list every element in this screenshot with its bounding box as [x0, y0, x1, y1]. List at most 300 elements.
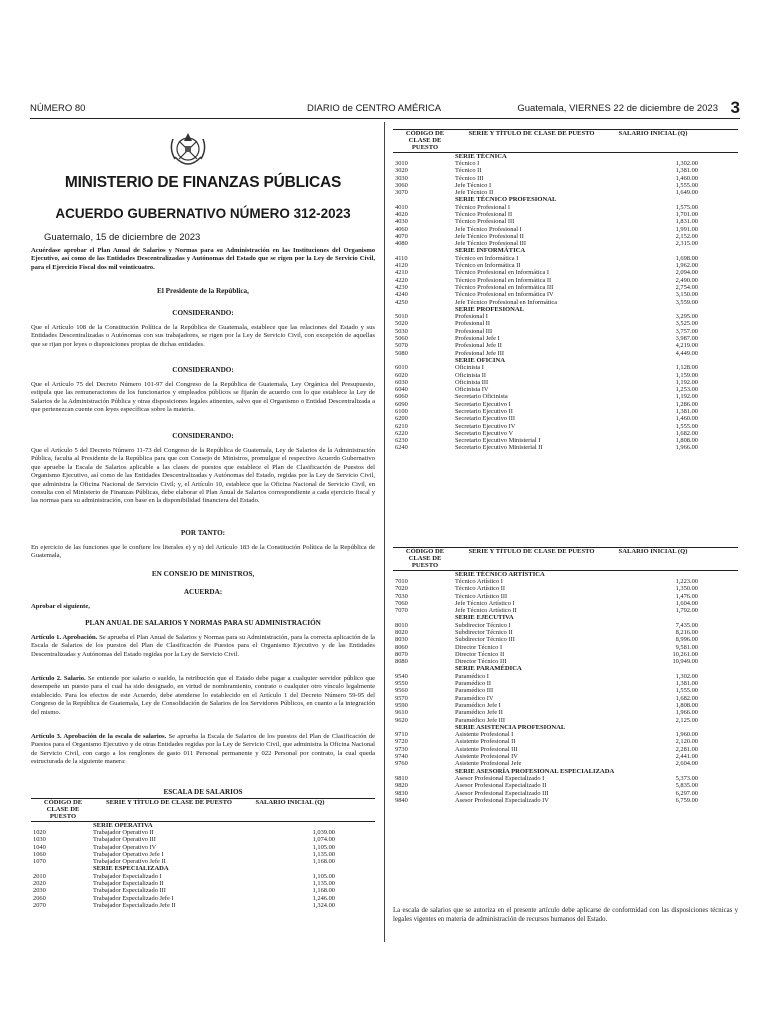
- cell-salary: 7,435.00: [675, 621, 698, 629]
- table-row: [393, 430, 738, 437]
- cell-code: 6090: [395, 400, 408, 408]
- salary-table-left-wrap: [31, 798, 375, 909]
- cell-code: 5010: [395, 313, 408, 321]
- cell-code: 4070: [395, 232, 408, 240]
- cell-salary: 3,525.00: [675, 320, 698, 328]
- series-heading-spacer: [393, 247, 455, 254]
- article-1-text: Se aprueba el Plan Anual de Salarios y Normas para su Administración, para la correcta aplicación de la Escala de Salarios de los puestos del Plan de Clasificación de Puestos para el Organismo Ejecutivo y de las Entidades Descentralizadas y Autónomas del Estado regidas por la Ley de Servicio Civil.: [31, 634, 375, 658]
- table-row: [393, 386, 738, 393]
- cell-code: 9590: [395, 701, 408, 709]
- column-header-code: CÓDIGO DE CLASE DE PUESTO: [43, 799, 83, 821]
- issue-number: NÚMERO 80: [30, 103, 86, 114]
- cell-code: 2010: [33, 872, 46, 880]
- cell-code: 5020: [395, 320, 408, 328]
- cell-salary: 1,682.00: [675, 694, 698, 702]
- series-heading-spacer: [393, 614, 455, 621]
- cell-salary: 2,094.00: [675, 269, 698, 277]
- por-tanto-heading: POR TANTO:: [180, 529, 226, 537]
- table-row: [393, 277, 738, 284]
- cell-salary: 1,253.00: [675, 386, 698, 394]
- summary-paragraph: Acuérdase aprobar el Plan Anual de Salarios y Normas para su Administración en las Instituciones del Organismo Ejecutivo, así como de las Entidades Descentralizadas y Autónomas del Estado que se rigen por la Ley de Servicio Civil, para el Ejercicio Fiscal dos mil veinticuatro.: [31, 247, 375, 271]
- table-row: [393, 233, 738, 240]
- article-2: [31, 675, 375, 717]
- table-header-row: [393, 548, 738, 571]
- table-row: [393, 320, 738, 327]
- cell-title: Secretario Ejecutivo Ministerial II: [455, 444, 543, 452]
- cell-salary: 1,192.00: [675, 378, 698, 386]
- table-row: [31, 873, 375, 880]
- table-row: [393, 797, 738, 804]
- cell-salary: 2,281.00: [675, 745, 698, 753]
- table-row: [393, 342, 738, 349]
- cell-code: 2070: [33, 901, 46, 909]
- cell-title: Trabajador Especializado Jefe II: [93, 901, 176, 909]
- coat-of-arms-icon: [167, 127, 209, 171]
- cell-title: Secretario Ejecutivo Ministerial I: [455, 437, 541, 445]
- series-heading: SERIE TÉCNICO PROFESIONAL: [455, 196, 557, 204]
- cell-code: 4250: [395, 298, 408, 306]
- cell-title: Trabajador Especializado Jefe I: [93, 894, 174, 902]
- cell-salary: 1,192.00: [675, 393, 698, 401]
- cell-title: Jefe Técnico Artístico II: [455, 607, 517, 615]
- table-row: [393, 636, 738, 643]
- cell-title: Paramédico III: [455, 687, 494, 695]
- table-row: [393, 753, 738, 760]
- cell-title: Técnico en Informática II: [455, 262, 521, 270]
- table-row: [393, 738, 738, 745]
- cell-code: 8060: [395, 643, 408, 651]
- cell-salary: 1,476.00: [675, 592, 698, 600]
- cell-code: 4110: [395, 254, 408, 262]
- table-row: [393, 578, 738, 585]
- cell-title: Técnico Profesional III: [455, 218, 515, 226]
- cell-title: Secretario Ejecutivo V: [455, 429, 514, 437]
- footer-note: La escala de salarios que se autoriza en el presente artículo debe aplicarse de conformidad con las disposiciones técnicas y legales vigentes en materia de administración de recursos humanos del Estado.: [393, 907, 738, 923]
- series-heading-spacer: [393, 357, 455, 364]
- cell-salary: 5,373.00: [675, 774, 698, 782]
- table-row: [393, 607, 738, 614]
- cell-code: 8030: [395, 636, 408, 644]
- cell-title: Jefe Técnico Artístico I: [455, 599, 515, 607]
- column-header-title: SERIE Y TÍTULO DE CLASE DE PUESTO: [468, 548, 595, 555]
- cell-code: 4220: [395, 276, 408, 284]
- table-row: [393, 408, 738, 415]
- cell-code: 9840: [395, 796, 408, 804]
- considerando-paragraph-2: Que el Artículo 75 del Decreto Número 101-97 del Congreso de la República de Guatemala, Ley Orgánica del Presupuesto, estipula que las remuneraciones de los funcionarios y empleados públicos se fijarán de acuerdo con lo que establece la Ley de Salarios de la Administración Pública y otras disposiciones legales atinentes, salvo que el Organismo o Entidad Descentralizada a que pertenezcan cuente con leyes específicas sobre la materia.: [31, 381, 375, 414]
- cell-salary: 1,831.00: [675, 218, 698, 226]
- acuerda-line: ACUERDA:: [183, 588, 223, 596]
- cell-code: 8020: [395, 628, 408, 636]
- cell-salary: 1,286.00: [675, 400, 698, 408]
- cell-code: 9550: [395, 680, 408, 688]
- cell-salary: 1,808.00: [675, 437, 698, 445]
- cell-salary: 1,223.00: [675, 577, 698, 585]
- cell-code: 8070: [395, 650, 408, 658]
- cell-title: Secretario Oficinista: [455, 393, 508, 401]
- table-row: [393, 673, 738, 680]
- cell-salary: 2,120.00: [675, 738, 698, 746]
- table-row: [393, 593, 738, 600]
- series-heading: SERIE ASISTENCIA PROFESIONAL: [455, 723, 566, 731]
- table-row: [393, 226, 738, 233]
- cell-salary: 1,350.00: [675, 585, 698, 593]
- cell-salary: 1,460.00: [675, 174, 698, 182]
- series-heading-row: [393, 614, 738, 621]
- table-row: [393, 644, 738, 651]
- cell-title: Oficinista I: [455, 364, 484, 372]
- series-heading-row: [393, 247, 738, 254]
- cell-salary: 4,449.00: [675, 349, 698, 357]
- cell-code: 2020: [33, 879, 46, 887]
- cell-salary: 1,168.00: [312, 858, 335, 866]
- table-row: [31, 836, 375, 843]
- salary-table-left: [31, 798, 375, 909]
- cell-title: Profesional Jefe II: [455, 342, 502, 350]
- cell-title: Oficinista II: [455, 371, 487, 379]
- cell-title: Técnico Artístico III: [455, 592, 508, 600]
- cell-salary: 10,949.00: [672, 658, 698, 666]
- cell-code: 7030: [395, 592, 408, 600]
- series-heading-row: [393, 724, 738, 731]
- table-row: [393, 709, 738, 716]
- cell-code: 6030: [395, 378, 408, 386]
- cell-code: 9720: [395, 738, 408, 746]
- cell-code: 3020: [395, 167, 408, 175]
- table-row: [393, 731, 738, 738]
- cell-code: 5030: [395, 327, 408, 335]
- table-row: [393, 444, 738, 451]
- cell-salary: 1,792.00: [675, 607, 698, 615]
- cell-title: Técnico Artístico I: [455, 577, 503, 585]
- cell-title: Paramédico II: [455, 680, 492, 688]
- cell-title: Profesional Jefe I: [455, 335, 500, 343]
- cell-salary: 1,135.00: [312, 850, 335, 858]
- cell-salary: 1,575.00: [675, 203, 698, 211]
- cell-title: Técnico Profesional en Informática I: [455, 269, 550, 277]
- cell-salary: 1,808.00: [675, 701, 698, 709]
- cell-salary: 6,759.00: [675, 796, 698, 804]
- cell-code: 7070: [395, 607, 408, 615]
- table-row: [31, 844, 375, 851]
- cell-salary: 2,754.00: [675, 283, 698, 291]
- newspaper-header: [30, 98, 740, 117]
- cell-salary: 1,555.00: [675, 687, 698, 695]
- cell-salary: 1,105.00: [312, 843, 335, 851]
- table-row: [393, 687, 738, 694]
- series-heading-spacer: [393, 306, 455, 313]
- cell-title: Oficinista IV: [455, 386, 489, 394]
- ministry-title: MINISTERIO DE FINANZAS PÚBLICAS: [64, 174, 342, 191]
- cell-title: Jefe Técnico Profesional II: [455, 232, 524, 240]
- series-heading: SERIE OPERATIVA: [93, 821, 153, 829]
- cell-code: 2060: [33, 894, 46, 902]
- table-row: [393, 622, 738, 629]
- table-row: [393, 629, 738, 636]
- cell-title: Jefe Técnico Profesional III: [455, 240, 527, 248]
- table-row: [393, 423, 738, 430]
- table-row: [393, 658, 738, 665]
- table-row: [393, 379, 738, 386]
- table-row: [31, 858, 375, 865]
- cell-salary: 1,381.00: [675, 408, 698, 415]
- cell-title: Profesional Jefe III: [455, 349, 504, 357]
- cell-title: Paramédico Jefe III: [455, 716, 506, 724]
- table-row: [393, 372, 738, 379]
- cell-code: 4080: [395, 240, 408, 248]
- table-row: [393, 160, 738, 167]
- consejo-line: EN CONSEJO DE MINISTROS,: [151, 570, 255, 578]
- page-number: 3: [730, 98, 740, 117]
- header-rule: [30, 118, 740, 119]
- cell-salary: 1,135.00: [312, 879, 335, 887]
- cell-code: 4230: [395, 283, 408, 291]
- cell-code: 3010: [395, 159, 408, 167]
- table-row: [393, 695, 738, 702]
- cell-code: 1030: [33, 836, 46, 844]
- article-3-label: Artículo 3. Aprobación de la escala de salarios.: [31, 733, 167, 740]
- issue-date: Guatemala, VIERNES 22 de diciembre de 2023: [517, 103, 718, 114]
- series-heading-row: [393, 152, 738, 160]
- table-row: [31, 829, 375, 836]
- table-row: [393, 350, 738, 357]
- cell-code: 9540: [395, 672, 408, 680]
- table-row: [31, 902, 375, 909]
- series-heading: SERIE PROFESIONAL: [455, 305, 525, 313]
- cell-title: Profesional III: [455, 327, 493, 335]
- cell-salary: 2,441.00: [675, 753, 698, 761]
- cell-title: Técnico Profesional I: [455, 203, 511, 211]
- series-heading-spacer: [393, 570, 455, 578]
- table-row: [393, 782, 738, 789]
- cell-title: Asesor Profesional Especializado I: [455, 774, 545, 782]
- cell-code: 7010: [395, 577, 408, 585]
- cell-title: Trabajador Operativo III: [93, 836, 156, 844]
- cell-code: 8080: [395, 658, 408, 666]
- cell-salary: 1,966.00: [675, 444, 698, 452]
- considerando-heading-3: CONSIDERANDO:: [172, 432, 234, 440]
- series-heading-row: [31, 865, 375, 872]
- cell-title: Jefe Técnico Profesional en Informática: [455, 298, 558, 306]
- cell-salary: 3,559.00: [675, 298, 698, 306]
- cell-salary: 10,261.00: [672, 650, 698, 658]
- series-heading: SERIE ASESORÍA PROFESIONAL ESPECIALIZADA: [455, 767, 615, 775]
- series-heading: SERIE PARAMÉDICA: [455, 665, 522, 673]
- cell-title: Paramédico Jefe II: [455, 709, 503, 717]
- cell-title: Asesor Profesional Especializado IV: [455, 796, 549, 804]
- table-row: [393, 262, 738, 269]
- cell-title: Subdirector Técnico I: [455, 621, 511, 629]
- table-row: [393, 651, 738, 658]
- table-row: [393, 746, 738, 753]
- cell-code: 6240: [395, 444, 408, 452]
- table-row: [393, 204, 738, 211]
- cell-code: 6040: [395, 386, 408, 394]
- cell-title: Asesor Profesional Especializado III: [455, 789, 549, 797]
- cell-salary: 1,649.00: [675, 189, 698, 197]
- table-row: [393, 189, 738, 196]
- cell-title: Técnico III: [455, 174, 484, 182]
- series-heading-row: [393, 357, 738, 364]
- article-2-label: Artículo 2. Salario.: [31, 675, 86, 682]
- table-row: [393, 240, 738, 247]
- series-heading-row: [393, 665, 738, 672]
- acuerdo-date: Guatemalo, 15 de diciembre de 2023: [44, 232, 201, 243]
- cell-title: Director Técnico I: [455, 643, 503, 651]
- cell-title: Profesional I: [455, 313, 488, 321]
- cell-title: Jefe Técnico II: [455, 189, 494, 197]
- table-row: [393, 760, 738, 767]
- series-heading: SERIE INFORMÁTICA: [455, 247, 526, 255]
- cell-salary: 3,987.00: [675, 335, 698, 343]
- column-divider: [384, 122, 385, 942]
- series-heading: SERIE TÉCNICA: [455, 152, 507, 160]
- series-heading: SERIE OFICINA: [455, 356, 506, 364]
- cell-code: 9810: [395, 774, 408, 782]
- series-heading: SERIE TÉCNICO ARTÍSTICA: [455, 570, 545, 578]
- table-row: [393, 211, 738, 218]
- cell-title: Trabajador Especializado I: [93, 872, 162, 880]
- series-heading-row: [393, 768, 738, 775]
- cell-title: Asesor Profesional Especializado II: [455, 782, 547, 790]
- cell-title: Asistente Profesional IV: [455, 753, 518, 761]
- column-header-title: SERIE Y TÍTULO DE CLASE DE PUESTO: [468, 130, 595, 137]
- cell-code: 1020: [33, 828, 46, 836]
- cell-salary: 1,246.00: [312, 894, 335, 902]
- cell-title: Técnico Profesional en Informática II: [455, 276, 552, 284]
- table-row: [393, 167, 738, 174]
- cell-title: Subdirector Técnico III: [455, 636, 515, 644]
- cell-salary: 1,555.00: [675, 422, 698, 430]
- column-header-salary: SALARIO INICIAL (Q): [618, 548, 688, 555]
- cell-code: 6220: [395, 429, 408, 437]
- cell-code: 5060: [395, 335, 408, 343]
- article-1: [31, 634, 375, 659]
- column-header-code: CÓDIGO DE CLASE DE PUESTO: [405, 548, 445, 570]
- cell-salary: 2,152.00: [675, 232, 698, 240]
- table-row: [393, 291, 738, 298]
- cell-salary: 1,105.00: [312, 872, 335, 880]
- aprobar-line: Aprobar el siguiente,: [31, 603, 90, 610]
- cell-salary: 1,991.00: [675, 225, 698, 233]
- table-row: [31, 887, 375, 894]
- cell-title: Trabajador Especializado III: [93, 887, 166, 895]
- cell-title: Asistente Profesional I: [455, 731, 514, 739]
- plan-title: PLAN ANUAL DE SALARIOS Y NORMAS PARA SU ADMINISTRACIÓN: [85, 619, 321, 627]
- table-header-row: [393, 130, 738, 153]
- series-heading-spacer: [31, 865, 93, 872]
- table-row: [393, 182, 738, 189]
- cell-title: Paramédico IV: [455, 694, 494, 702]
- cell-salary: 1,381.00: [675, 680, 698, 688]
- series-heading-row: [31, 821, 375, 829]
- cell-title: Técnico en Informática I: [455, 254, 519, 262]
- cell-salary: 1,039.00: [312, 828, 335, 836]
- table-row: [393, 255, 738, 262]
- cell-title: Técnico I: [455, 159, 480, 167]
- cell-code: 5080: [395, 349, 408, 357]
- cell-salary: 1,324.00: [312, 901, 335, 909]
- series-heading-spacer: [31, 821, 93, 829]
- cell-salary: 8,216.00: [675, 628, 698, 636]
- cell-title: Técnico Profesional en Informática IV: [455, 291, 554, 299]
- series-heading-spacer: [393, 665, 455, 672]
- cell-salary: 1,698.00: [675, 254, 698, 262]
- cell-salary: 1,962.00: [675, 262, 698, 270]
- article-3: [31, 733, 375, 767]
- cell-title: Profesional II: [455, 320, 490, 328]
- cell-title: Trabajador Operativo Jefe II: [93, 858, 166, 866]
- cell-title: Asistente Profesional Jefe: [455, 760, 522, 768]
- table-row: [393, 269, 738, 276]
- cell-salary: 1,682.00: [675, 429, 698, 437]
- cell-title: Técnico Profesional en Informática III: [455, 283, 554, 291]
- cell-code: 9760: [395, 760, 408, 768]
- salary-table-right-a: [393, 129, 738, 452]
- salary-table-right-b: [393, 547, 738, 804]
- considerando-paragraph-3: Que el Artículo 5 del Decreto Número 11-73 del Congreso de la República de Guatemala, Ley de Salarios de la Administración Pública, faculta al Presidente de la República para que con Consejo de Ministros, promulgue el respectivo Acuerdo Gubernativo que apruebe la Escala de Salarios aplicable a las clases de puestos que establece el Plan de Clasificación de Puestos del Organismo Ejecutivo, así como de las Entidades Descentralizadas y Autónomas del Estado, regidas por la Ley de Servicio Civil, que administra la Oficina Nacional de Servicio Civil; y, el Artículo 10, establece que la Oficina Nacional de Servicio Civil, en consulta con el Ministerio de Finanzas Públicas, debe elaborar el Plan Anual de Salarios correspondiente a cada ejercicio fiscal y las normas para su administración, con base en la disponibilidad financiera del Estado.: [31, 447, 375, 505]
- salary-table-right-a-wrap: [393, 129, 738, 452]
- cell-salary: 1,074.00: [312, 836, 335, 844]
- cell-code: 4210: [395, 269, 408, 277]
- cell-code: 9820: [395, 782, 408, 790]
- cell-title: Trabajador Operativo Jefe I: [93, 850, 164, 858]
- cell-code: 6010: [395, 364, 408, 372]
- cell-salary: 1,604.00: [675, 599, 698, 607]
- president-line: El Presidente de la República,: [157, 287, 249, 295]
- cell-code: 7060: [395, 599, 408, 607]
- cell-code: 5070: [395, 342, 408, 350]
- cell-title: Jefe Técnico I: [455, 181, 492, 189]
- cell-salary: 2,604.00: [675, 760, 698, 768]
- cell-title: Trabajador Operativo IV: [93, 843, 157, 851]
- cell-title: Trabajador Operativo II: [93, 828, 154, 836]
- cell-salary: 1,966.00: [675, 709, 698, 717]
- series-heading: SERIE EJECUTIVA: [455, 614, 514, 622]
- cell-salary: 1,381.00: [675, 167, 698, 175]
- escala-title: ESCALA DE SALARIOS: [163, 788, 243, 796]
- cell-title: Técnico II: [455, 167, 482, 175]
- cell-code: 4010: [395, 203, 408, 211]
- cell-salary: 8,996.00: [675, 636, 698, 644]
- cell-salary: 1,960.00: [675, 731, 698, 739]
- cell-code: 9560: [395, 687, 408, 695]
- table-row: [393, 175, 738, 182]
- cell-salary: 1,302.00: [675, 672, 698, 680]
- series-heading-spacer: [393, 724, 455, 731]
- cell-title: Paramédico I: [455, 672, 489, 680]
- series-heading-row: [393, 306, 738, 313]
- column-header-salary: SALARIO INICIAL (Q): [618, 130, 688, 137]
- table-row: [393, 393, 738, 400]
- acuerdo-title: ACUERDO GUBERNATIVO NÚMERO 312-2023: [55, 206, 351, 221]
- cell-code: 6230: [395, 437, 408, 445]
- newspaper-name: DIARIO de CENTRO AMÉRICA: [307, 103, 442, 114]
- cell-code: 3030: [395, 174, 408, 182]
- table-row: [31, 851, 375, 858]
- cell-code: 6200: [395, 415, 408, 423]
- table-row: [393, 299, 738, 306]
- column-header-code: CÓDIGO DE CLASE DE PUESTO: [405, 130, 445, 152]
- cell-salary: 1,555.00: [675, 181, 698, 189]
- column-header-salary: SALARIO INICIAL (Q): [255, 799, 325, 806]
- cell-salary: 6,297.00: [675, 789, 698, 797]
- cell-salary: 1,460.00: [675, 415, 698, 423]
- cell-salary: 5,835.00: [675, 782, 698, 790]
- cell-salary: 2,490.00: [675, 276, 698, 284]
- cell-code: 9620: [395, 716, 408, 724]
- cell-code: 4030: [395, 218, 408, 226]
- cell-code: 2030: [33, 887, 46, 895]
